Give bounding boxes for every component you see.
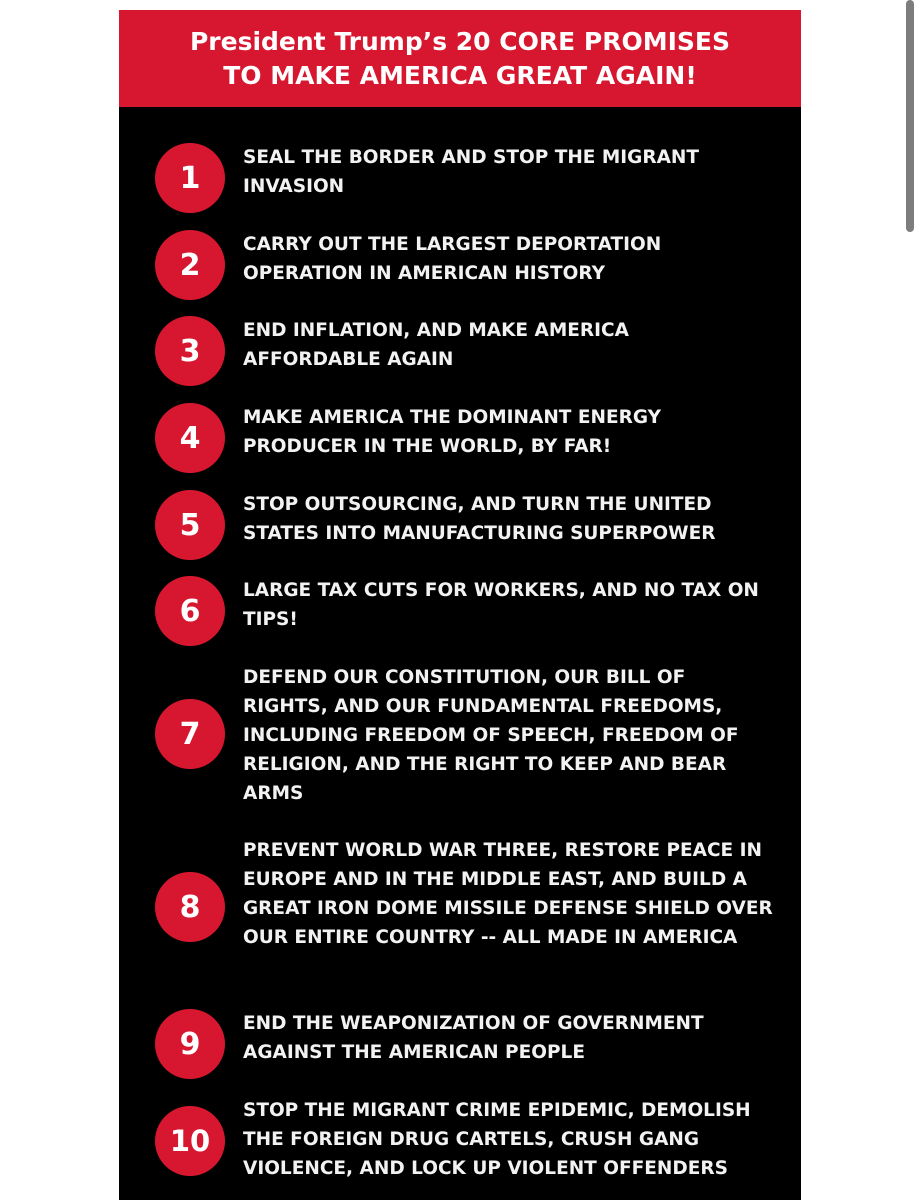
promise-text: STOP OUTSOURCING, AND TURN THE UNITED STATES INTO MANUFACTURING SUPERPOWER (243, 494, 716, 544)
title-banner (119, 10, 801, 107)
title-line-2: TO MAKE AMERICA GREAT AGAIN! (223, 60, 697, 90)
promise-text: SEAL THE BORDER AND STOP THE MIGRANT INVASION (243, 147, 700, 197)
promise-text: CARRY OUT THE LARGEST DEPORTATION OPERATION IN AMERICAN HISTORY (243, 234, 662, 284)
promise-number-badge: 5 (155, 490, 225, 560)
promise-number-badge: 9 (155, 1009, 225, 1079)
promise-number-badge: 7 (155, 699, 225, 769)
promise-text: END THE WEAPONIZATION OF GOVERNMENT AGAINST THE AMERICAN PEOPLE (243, 1013, 704, 1063)
promise-number-badge: 4 (155, 403, 225, 473)
promise-text: LARGE TAX CUTS FOR WORKERS, AND NO TAX ON TIPS! (243, 580, 759, 630)
promises-poster (119, 10, 801, 1200)
promise-number-badge: 8 (155, 872, 225, 942)
promise-number-badge: 10 (155, 1106, 225, 1176)
title-line-1: President Trump’s 20 CORE PROMISES (189, 26, 731, 56)
promise-text: STOP THE MIGRANT CRIME EPIDEMIC, DEMOLISH THE FOREIGN DRUG CARTELS, CRUSH GANG VIOLENCE, AND LOCK UP VIOLENT OFFENDERS (243, 1100, 751, 1179)
promise-text: DEFEND OUR CONSTITUTION, OUR BILL OF RIGHTS, AND OUR FUNDAMENTAL FREEDOMS, INCLUDING FREEDOM OF SPEECH, FREEDOM OF RELIGION, AND THE RIGHT TO KEEP AND BEAR ARMS (243, 667, 739, 804)
promise-number-badge: 6 (155, 576, 225, 646)
promise-text: MAKE AMERICA THE DOMINANT ENERGY PRODUCER IN THE WORLD, BY FAR! (243, 407, 662, 457)
promise-number-badge: 1 (155, 143, 225, 213)
promise-text: PREVENT WORLD WAR THREE, RESTORE PEACE IN EUROPE AND IN THE MIDDLE EAST, AND BUILD A GREAT IRON DOME MISSILE DEFENSE SHIELD OVER OUR ENTIRE COUNTRY -- ALL MADE IN AMERICA (243, 840, 773, 948)
poster-title (150, 25, 770, 93)
promise-number-badge: 2 (155, 230, 225, 300)
promise-number-badge: 3 (155, 316, 225, 386)
promise-text: END INFLATION, AND MAKE AMERICA AFFORDABLE AGAIN (243, 320, 629, 370)
scrollbar[interactable] (906, 0, 914, 232)
